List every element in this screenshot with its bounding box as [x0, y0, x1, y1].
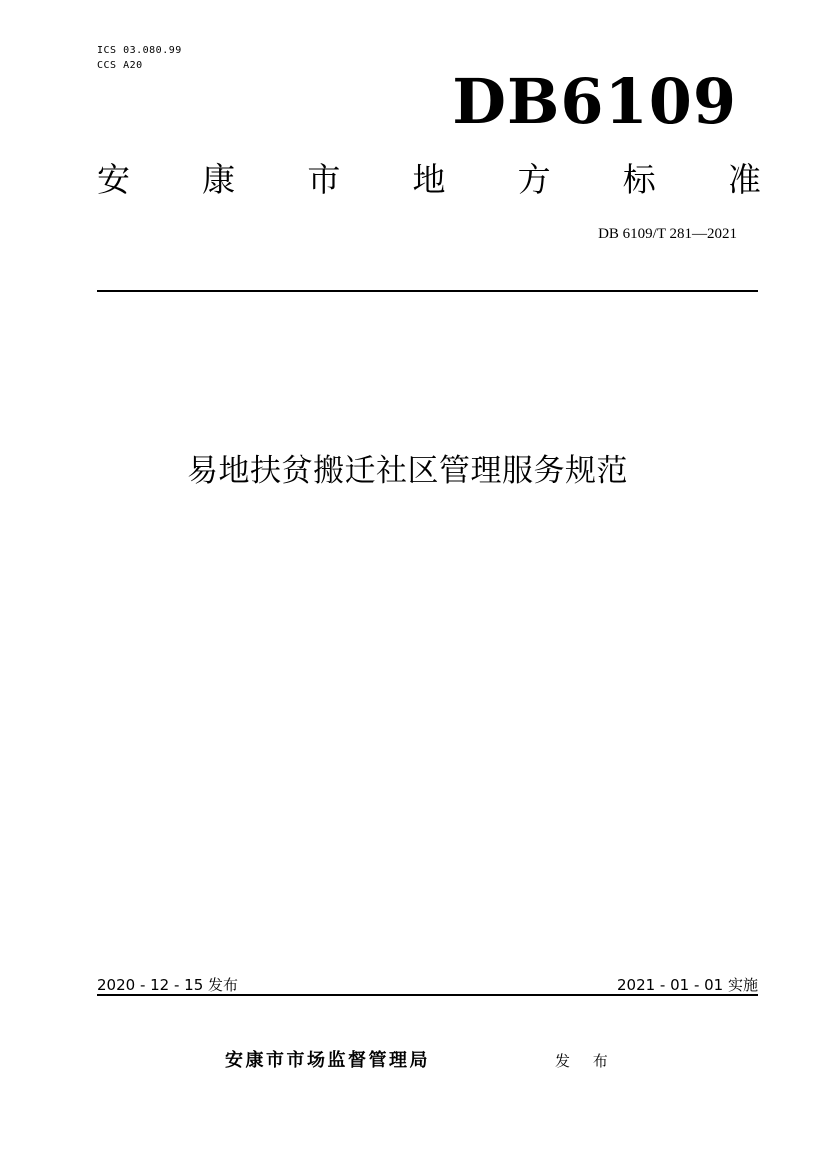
publish-label: 发 布 — [555, 1052, 617, 1070]
classification-codes — [97, 43, 182, 73]
publisher-name: 安康市市场监督管理局 — [225, 1050, 430, 1071]
implement-date: 2021 - 01 - 01 实施 — [616, 976, 758, 994]
standard-type-char: 标 — [622, 160, 656, 199]
standard-type-heading — [97, 158, 761, 202]
standard-type-char: 地 — [412, 160, 446, 199]
standard-number: DB 6109/T 281—2021 — [598, 226, 737, 242]
ics-code: ICS 03.080.99 — [97, 45, 182, 56]
footer-divider — [97, 994, 758, 996]
standard-type-char: 市 — [307, 160, 341, 199]
standard-type-char: 康 — [202, 160, 236, 199]
standard-code-logo: DB6109 — [452, 65, 737, 138]
document-title: 易地扶贫搬迁社区管理服务规范 — [187, 453, 628, 489]
standard-type-char: 准 — [727, 160, 761, 199]
date-row — [97, 975, 758, 995]
standard-type-char: 方 — [517, 160, 551, 199]
issue-date: 2020 - 12 - 15 发布 — [97, 976, 239, 994]
standard-type-char: 安 — [97, 160, 130, 199]
ccs-code: CCS A20 — [97, 60, 143, 71]
header-divider — [97, 290, 758, 292]
